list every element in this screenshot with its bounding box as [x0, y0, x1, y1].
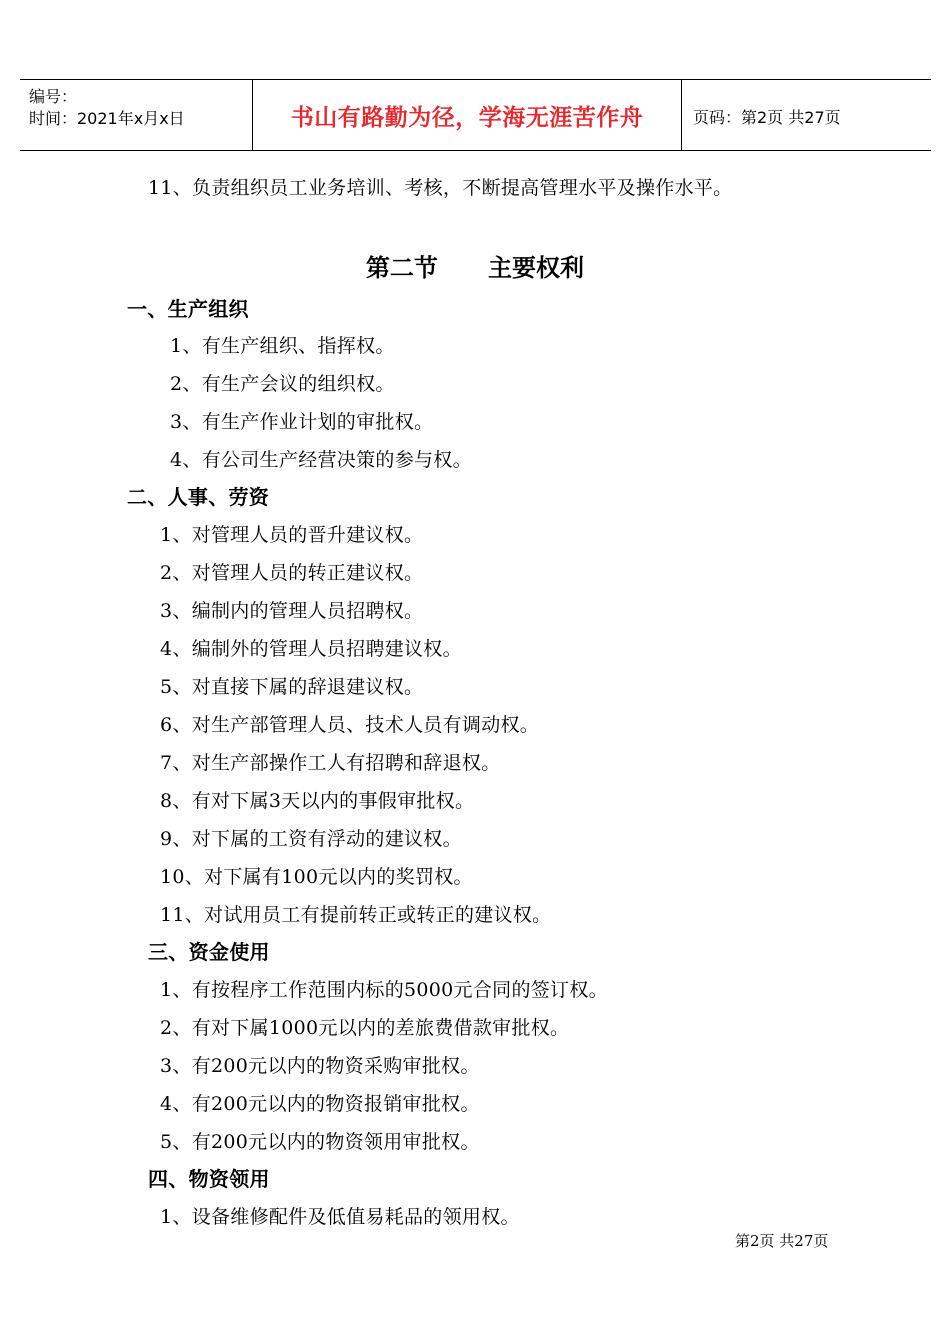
document-time-label: 时间：2021年x月x日 [29, 109, 185, 128]
group-heading-production: 一、生产组织 [127, 297, 249, 321]
group-heading-funds: 三、资金使用 [148, 940, 270, 964]
list-item: 4、编制外的管理人员招聘建议权。 [160, 638, 462, 660]
document-number-label: 编号： [29, 87, 78, 106]
list-item: 4、有公司生产经营决策的参与权。 [170, 449, 472, 471]
list-item: 2、有对下属1000元以内的差旅费借款审批权。 [160, 1017, 570, 1039]
top-list-item: 11、负责组织员工业务培训、考核，不断提高管理水平及操作水平。 [148, 177, 733, 199]
list-item: 1、设备维修配件及低值易耗品的领用权。 [160, 1206, 520, 1228]
list-item: 2、有生产会议的组织权。 [170, 373, 395, 395]
header-middle-cell [253, 80, 682, 150]
list-item: 3、有生产作业计划的审批权。 [170, 411, 434, 433]
list-item: 8、有对下属3天以内的事假审批权。 [160, 790, 475, 812]
list-item: 4、有200元以内的物资报销审批权。 [160, 1093, 480, 1115]
section-title: 第二节 主要权利 [365, 254, 585, 282]
list-item: 1、有生产组织、指挥权。 [170, 335, 395, 357]
document-header [20, 79, 931, 151]
list-item: 2、对管理人员的转正建议权。 [160, 562, 424, 584]
group-heading-personnel: 二、人事、劳资 [127, 485, 270, 509]
list-item: 3、有200元以内的物资采购审批权。 [160, 1055, 480, 1077]
list-item: 3、编制内的管理人员招聘权。 [160, 600, 424, 622]
list-item: 5、有200元以内的物资领用审批权。 [160, 1131, 480, 1153]
list-item: 6、对生产部管理人员、技术人员有调动权。 [160, 714, 540, 736]
list-item: 1、有按程序工作范围内标的5000元合同的签订权。 [160, 979, 608, 1001]
header-right-cell [682, 80, 931, 150]
list-item: 10、对下属有100元以内的奖罚权。 [160, 866, 473, 888]
list-item: 1、对管理人员的晋升建议权。 [160, 524, 424, 546]
list-item: 9、对下属的工资有浮动的建议权。 [160, 828, 462, 850]
group-heading-materials: 四、物资领用 [148, 1167, 270, 1191]
list-item: 7、对生产部操作工人有招聘和辞退权。 [160, 752, 501, 774]
page-footer: 第2页 共27页 [735, 1232, 829, 1250]
list-item: 11、对试用员工有提前转正或转正的建议权。 [160, 904, 552, 926]
list-item: 5、对直接下属的辞退建议权。 [160, 676, 424, 698]
header-motto: 书山有路勤为径，学海无涯苦作舟 [290, 105, 644, 131]
header-left-cell [20, 80, 253, 150]
header-page-info: 页码：第2页 共27页 [693, 108, 841, 127]
